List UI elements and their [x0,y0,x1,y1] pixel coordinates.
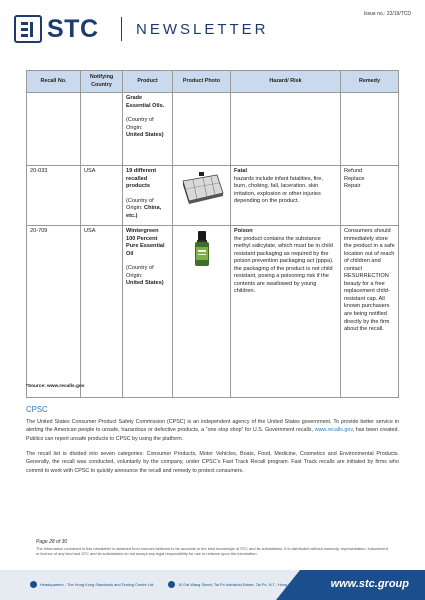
issue-number: Issue no.: 22/19/TCD [363,11,411,17]
product-name: Wintergreen 100 Percent Pure Essential Oil [126,228,165,257]
product-cell [123,226,173,398]
section-title: CPSC [26,405,48,414]
recall-table [26,70,399,398]
product-name: Grade [126,95,143,101]
hazard-title: Poison [234,228,253,234]
footer-headquarters: Headquarters - The Hong Kong Standards and Testing Centre Ltd. [40,582,155,587]
origin-label: (Country of Origin: [126,197,154,212]
footer-address: 10 Dai Wang Street, Tai Po Industrial Estate, Tai Po, N.T., Hong Kong [178,582,298,587]
origin-value: United States) [126,280,164,287]
product-photo-cell [173,226,231,398]
product-cell [123,166,173,226]
recalls-gov-link[interactable]: www.recalls.gov [314,427,353,434]
column-header: Product [123,71,173,93]
table-header-row [27,71,399,93]
hazard-text: the product contains the substance methyl salicylate, which must be in child resistant packaging as required by the poison prevention packaging act (pppa). the packaging of the product is not child resistant, posing a poisoning risk if the contents are swallowed by young children. [234,235,334,295]
cpsc-paragraph-1: The United States Consumer Product Safety Commission (CPSC) is an independent agency of the United States government. To provide better service in alerting the American people to unsafe, hazardous or defective products, a “one stop shop” for U.S. Government recalls, www.recalls.gov, has been created. Publics can report unsafe products to CPSC by using the platform. [26,419,399,442]
playpen-product-photo [179,171,225,205]
notifying-country: USA [81,166,123,226]
remedy-cell: Consumers should immediately store the product in a safe location out of reach of children and contact RESURRECTION beauty for a free replacement child-resistant cap. All known purchasers are being notified directly by the firm about the recall. [341,226,399,398]
cpsc-paragraph-2: The recall list is divided into seven categories: Consumer Products, Motor Vehicles, Boats, Food, Medicine, Cosmetics and Environmental Products. Generally, the recall was conducted, voluntarily by the company, under CPSC’s Fast Track Recall program. Fast Track recalls are initiated by firms who commit to work with CPSC to quickly announce the recall and remedy to protect consumers. [26,451,399,474]
column-header: Hazard/ Risk [231,71,341,93]
origin-label: (Country of Origin: [126,265,154,279]
newsletter-title: NEWSLETTER [136,21,269,38]
remedy-item: Replace [344,175,365,182]
table-source-note: *Source: www.recalls.gov [26,384,85,389]
product-name: 19 different recalled products [126,168,157,190]
recall-number: 20-033 [27,166,81,226]
stc-logo [14,14,114,44]
column-header: Recall No. [27,71,81,93]
header-divider [121,17,122,41]
footer-website-link[interactable]: www.stc.group [330,578,409,590]
remedy-item: Refund [344,168,363,174]
stc-logo-mark-icon [14,15,42,43]
origin-value: United States) [126,132,164,139]
hazard-text: hazards include infant fatalities, fire, burn, choking, fall, laceration, skin irritation, explosion or other injuries depending on the product. [234,175,323,205]
remedy-cell [341,166,399,226]
table-row [27,93,399,166]
column-header: Notifying Country [81,71,123,93]
disclaimer: The information contained in this newsletter is obtained from sources believed to be accurate to the best knowledge of STC and its subsidiaries. It is distributed without warranty, representation, inducement or licence of any kind and STC and its subsidiaries do not accept any legal responsibility for use or reliance upon the information. [36,546,388,557]
origin-value: China, [144,205,162,212]
origin-tail: etc.) [126,212,138,219]
table-row [27,226,399,398]
hazard-cell [231,166,341,226]
location-pin-icon [168,581,175,588]
page-header [0,0,425,70]
origin-label: (Country of Origin: [126,117,154,131]
headquarters-icon [30,581,37,588]
recall-number: 20-709 [27,226,81,398]
product-name: Essential Oils. [126,102,165,109]
table-row [27,166,399,226]
page-footer [0,570,425,600]
brand-name: STC [47,14,99,43]
remedy-item: Repair [344,183,361,190]
product-photo-cell [173,166,231,226]
hazard-cell [231,226,341,398]
notifying-country: USA [81,226,123,398]
page-number: Page 28 of 30 [36,539,68,545]
column-header: Product Photo [173,71,231,93]
essential-oil-bottle-photo [194,231,210,267]
hazard-title: Fatal [234,168,248,174]
product-cell [123,93,173,166]
column-header: Remedy [341,71,399,93]
